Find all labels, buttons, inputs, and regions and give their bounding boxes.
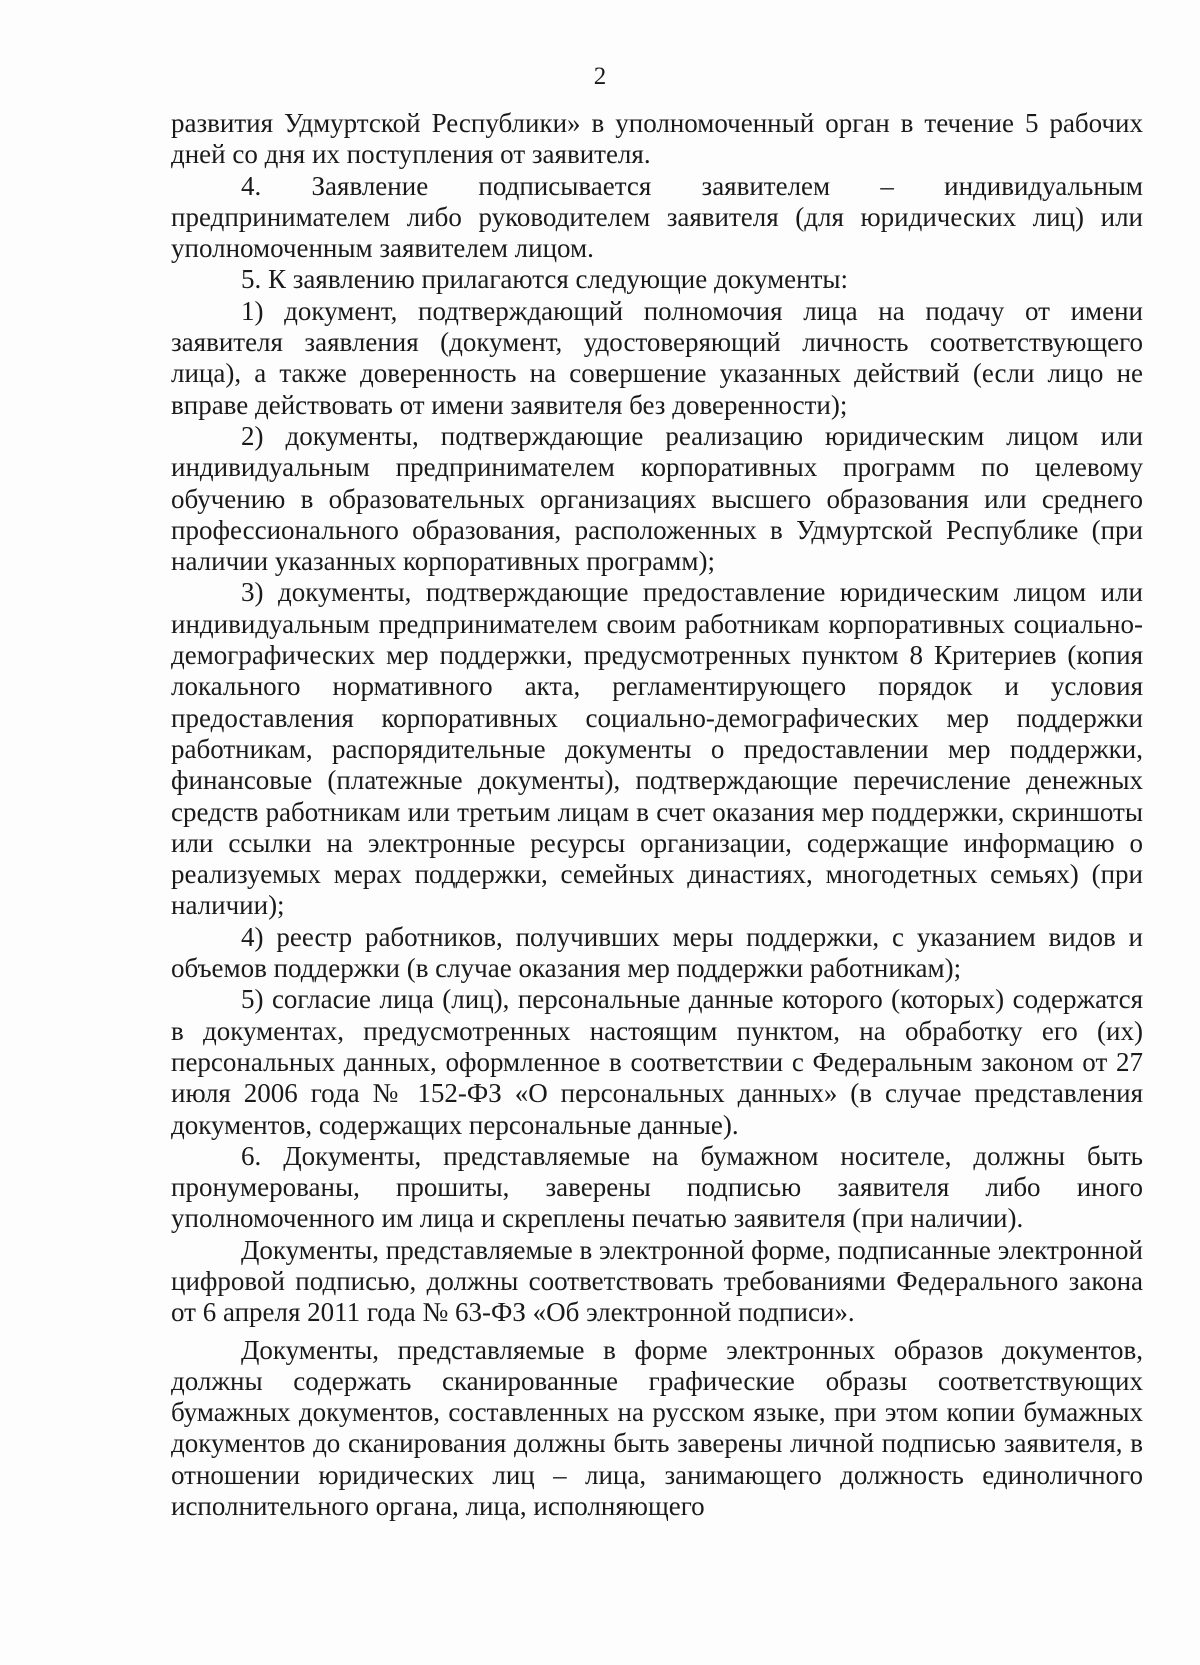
list-item-3: 3) документы, подтверждающие предоставление юридическим лицом или индивидуальным предпринимателем своим работникам корпоративных социально-демографических мер поддержки, предусмотренных пунктом 8 Критериев (копия локального нормативного акта, регламентирующего порядок и условия предоставления корпоративных социально-демографических мер поддержки работникам, распорядительные документы о предоставлении мер поддержки, финансовые (платежные документы), подтверждающие перечисление денежных средств работникам или третьим лицам в счет оказания мер поддержки, скриншоты или ссылки на электронные ресурсы организации, содержащие информацию о реализуемых мерах поддержки, семейных династиях, многодетных семьях) (при наличии); — [171, 577, 1143, 921]
document-body — [171, 108, 1143, 1522]
paragraph-clause-6: 6. Документы, представляемые на бумажном носителе, должны быть пронумерованы, прошиты, заверены подписью заявителя либо иного уполномоченного им лица и скреплены печатью заявителя (при наличии). — [171, 1140, 1143, 1234]
paragraph-clause-5: 5. К заявлению прилагаются следующие документы: — [241, 264, 849, 295]
list-item-2: 2) документы, подтверждающие реализацию юридическим лицом или индивидуальным предпринимателем корпоративных программ по целевому обучению в образовательных организациях высшего образования или среднего профессионального образования, расположенных в Удмуртской Республике (при наличии указанных корпоративных программ); — [171, 420, 1143, 577]
paragraph-electronic-documents: Документы, представляемые в электронной форме, подписанные электронной цифровой подписью, должны соответствовать требованиями Федерального закона от 6 апреля 2011 года № 63-ФЗ «Об электронной подписи». — [171, 1234, 1143, 1328]
paragraph-electronic-images: Документы, представляемые в форме электронных образов документов, должны содержать сканированные графические образы соответствующих бумажных документов, составленных на русском языке, при этом копии бумажных документов до сканирования должны быть заверены личной подписью заявителя, в отношении юридических лиц – лица, занимающего должность единоличного исполнительного органа, лица, исполняющего — [171, 1334, 1143, 1522]
paragraph-clause-4: 4. Заявление подписывается заявителем – индивидуальным предпринимателем либо руководителем заявителя (для юридических лиц) или уполномоченным заявителем лицом. — [171, 170, 1143, 264]
list-item-5: 5) согласие лица (лиц), персональные данные которого (которых) содержатся в документах, предусмотренных настоящим пунктом, на обработку его (их) персональных данных, оформленное в соответствии с Федеральным законом от 27 июля 2006 года № 152-ФЗ «О персональных данных» (в случае представления документов, содержащих персональные данные). — [171, 984, 1143, 1140]
list-item-1: 1) документ, подтверждающий полномочия лица на подачу от имени заявителя заявления (документ, удостоверяющий личность соответствующего лица), а также доверенность на совершение указанных действий (если лицо не вправе действовать от имени заявителя без доверенности); — [171, 295, 1143, 420]
paragraph-continuation: развития Удмуртской Республики» в уполномоченный орган в течение 5 рабочих дней со дня их поступления от заявителя. — [171, 108, 1143, 170]
page-number: 2 — [593, 63, 607, 90]
list-item-4: 4) реестр работников, получивших меры поддержки, с указанием видов и объемов поддержки (в случае оказания мер поддержки работникам); — [171, 921, 1143, 984]
